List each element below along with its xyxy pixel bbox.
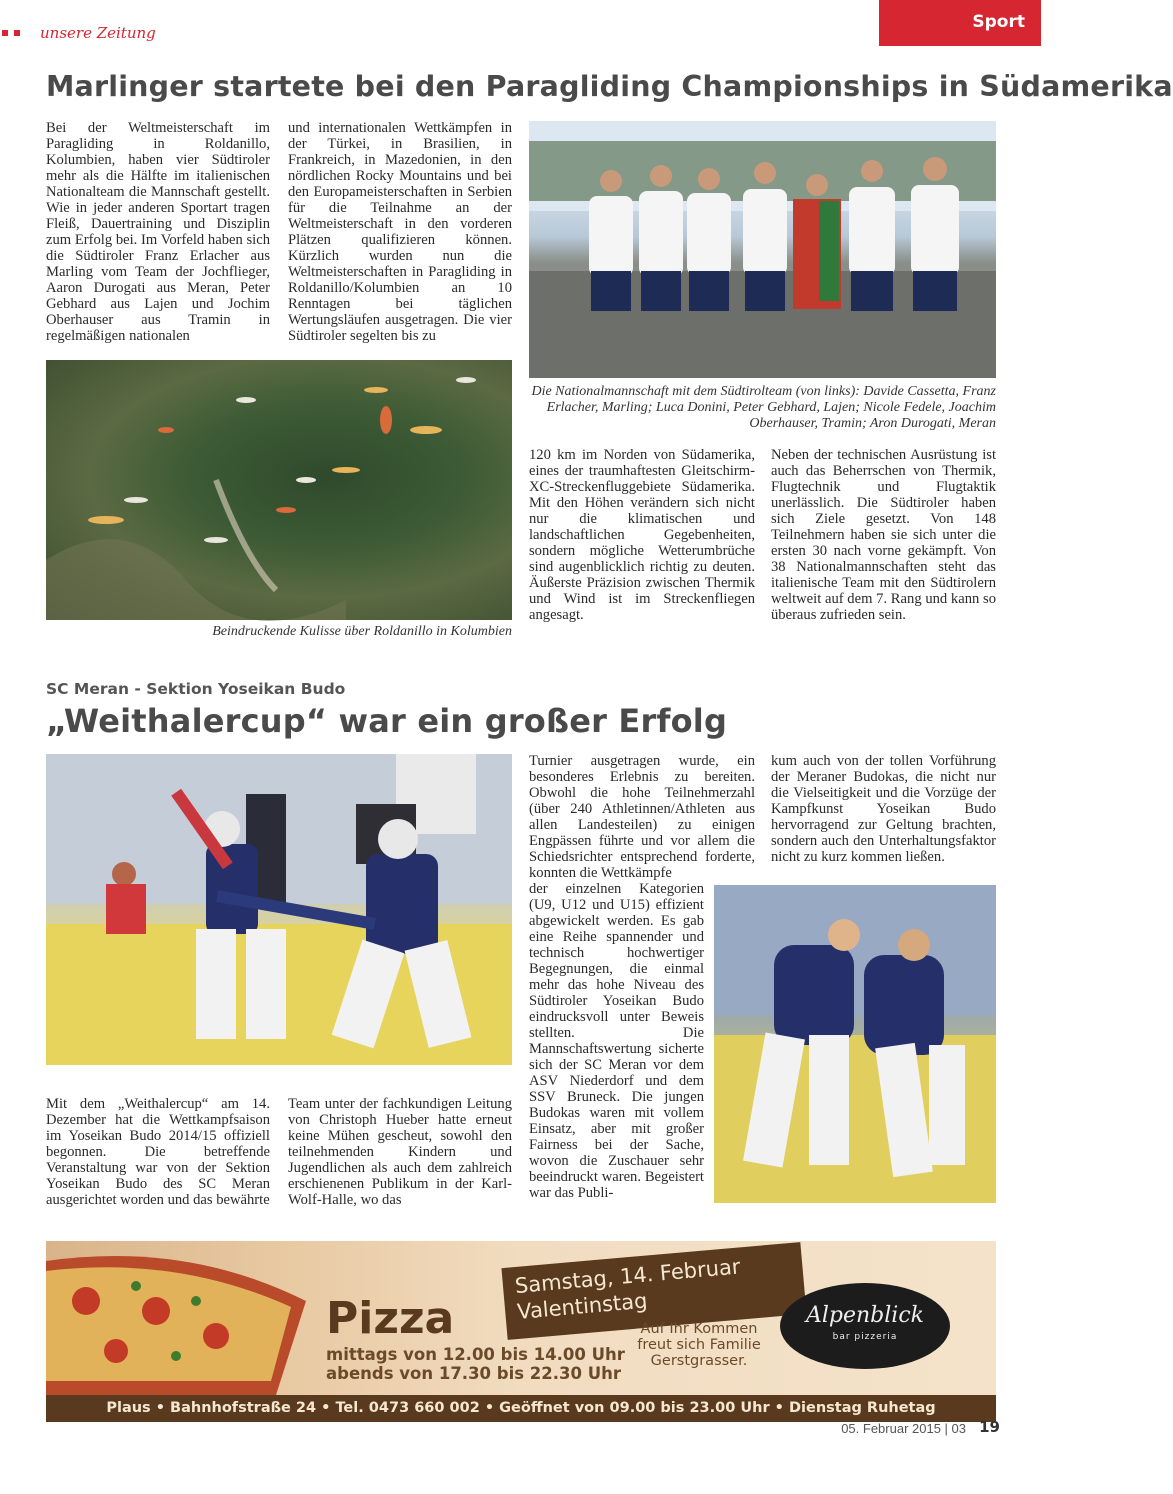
ad-hours-lunch: mittags von 12.00 bis 14.00 Uhr <box>326 1345 625 1364</box>
issue-date: 05. Februar 2015 | 03 <box>841 1421 966 1436</box>
ad-brand-name: Alpenblick <box>805 1303 924 1328</box>
ad-brand-sub: bar pizzeria <box>832 1332 898 1342</box>
ad-banner-line1: Samstag, 14. Februar <box>513 1254 742 1299</box>
aerial-photo-illustration <box>46 360 512 620</box>
ad-welcome-text: Auf Ihr Kommen freut sich Familie Gerstgrasser. <box>637 1321 761 1369</box>
article2-col3b: der einzelnen Kategorien (U9, U12 und U15) effizient abgewickelt werden. Es gab eine Reihe spannender und technisch hochwertiger Begegnungen, die einmal mehr das hohe Niveau des Südtiroler Yoseikan Budo eindrucksvoll unter Beweis stellten. Die Mannschaftswertung sicherte sich der SC Meran vor dem ASV Niederdorf und dem SSV Bruneck. Die jungen Budokas waren mit vollem Einsatz, aber mit großer Fairness bei der Sache, wovon die Zuschauer sehr beeindruckt waren. Begeistert war das Publi- <box>529 881 704 1201</box>
article2-col4: kum auch von der tollen Vorführung der Meraner Budokas, die nicht nur die Vielseitigkeit und die Vorzüge der Kampfkunst Yoseikan Budo hervorragend zur Geltung brachten, sondern auch den Unterhaltungsfaktor nicht zu kurz kommen ließen. <box>771 753 996 865</box>
article2-kicker: SC Meran - Sektion Yoseikan Budo <box>46 680 346 698</box>
aerial-photo-caption: Beindruckende Kulisse über Roldanillo in Kolumbien <box>212 624 512 639</box>
section-tab-label: Sport <box>972 12 1025 32</box>
article1-col1: Bei der Weltmeisterschaft im Paragliding in Roldanillo, Kolumbien, haben vier Südtiroler mehr als die Hälfte im italienischen Nationalteam die Mannschaft gestellt. Wie in jeder anderen Sportart tragen Fleiß, Dauertraining und Disziplin zum Erfolg bei. Im Vorfeld haben sich die Südtiroler Franz Erlacher aus Marling vom Team der Jochflieger, Aaron Durogati aus Meran, Peter Gebhard aus Lajen und Jochim Oberhauser aus Tramin in regelmäßigen nationalen <box>46 120 270 344</box>
ad-address-line: Plaus • Bahnhofstraße 24 • Tel. 0473 660 002 • Geöffnet von 09.00 bis 23.00 Uhr • Dienstag Ruhetag <box>106 1400 936 1416</box>
article2-col3a: Turnier ausgetragen wurde, ein besonderes Erlebnis zu bereiten. Obwohl die hohe Teilnehmerzahl (über 240 Athletinnen/Athleten aus allen Landesteilen) zu einigen Engpässen führte und vor allem die Schiedsrichter entsprechend forderte, konnten die Wettkämpfe <box>529 753 755 881</box>
budo-photo-2-illustration <box>714 885 996 1203</box>
magazine-logo: unsere Zeitung <box>40 24 156 42</box>
budo-photo-1 <box>46 754 512 1065</box>
team-photo-caption: Die Nationalmannschaft mit dem Südtirolteam (von links): Davide Cassetta, Franz Erlacher, Marling; Luca Donini, Peter Gebhard, Lajen; Nicole Fedele, Joachim Oberhauser, Tramin; Aron Durogati, Meran <box>531 384 996 431</box>
article1-col3: 120 km im Norden von Südamerika, eines der traumhaftesten Gleitschirm-XC-Streckenfluggebiete Südamerika. Mit den Höhen verändern sich nicht nur die klimatischen und landschaftlichen Gegebenheiten, sondern mögliche Wetterumbrüche sind augenblicklich richtig zu deuten. Äußerste Präzision zwischen Thermik und Wind ist im Streckenfliegen angesagt. <box>529 447 755 623</box>
team-photo <box>529 121 996 378</box>
team-photo-illustration <box>529 121 996 378</box>
header-dots <box>2 30 24 36</box>
pizza-image <box>46 1241 316 1395</box>
ad-footer-bar <box>46 1395 996 1422</box>
article1-col2: und internationalen Wettkämpfen in der Türkei, in Brasilien, in Frankreich, in Mazedonien, in den nördlichen Rocky Mountains und bei den Europameisterschaften in Serbien für die Teilnahme an der Weltmeisterschaft in den vorderen Plätzen qualifizieren können. Kürzlich wurden nun die Weltmeisterschaften in Paragliding in Roldanillo/Kolumbien an 10 Renntagen bei täglichen Wertungsläufen ausgetragen. Die vier Südtiroler segelten bis zu <box>288 120 512 344</box>
section-tab <box>879 0 1041 46</box>
pizza-ad <box>46 1241 996 1395</box>
ad-banner-line2: Valentinstag <box>516 1288 649 1324</box>
ad-pizza-heading: Pizza <box>326 1293 455 1344</box>
article2-headline: „Weithalercup“ war ein großer Erfolg <box>46 702 728 740</box>
budo-photo-1-illustration <box>46 754 512 1065</box>
article1-col4: Neben der technischen Ausrüstung ist auch das Beherrschen von Thermik, Flugtechnik und Flugtaktik unerlässlich. Die Südtiroler haben sich Ziele gesetzt. Von 148 Teilnehmern haben sie sich unter die ersten 30 nach vorne gekämpft. Von 38 Nationalmannschaften steht das italienische Team mit den Südtirolern weltweit auf dem 7. Rang und kann so überaus zufrieden sein. <box>771 447 996 623</box>
article2-col1: Mit dem „Weithalercup“ am 14. Dezember hat die Wettkampfsaison im Yoseikan Budo 2014/15 offiziell begonnen. Die betreffende Veranstaltung war von der Sektion Yoseikan Budo des SC Meran ausgerichtet worden und das bewährte <box>46 1096 270 1208</box>
ad-hours-dinner: abends von 17.30 bis 22.30 Uhr <box>326 1364 622 1383</box>
ad-brand-logo <box>780 1283 950 1369</box>
article2-col2: Team unter der fachkundigen Leitung von Christoph Hueber hatte erneut keine Mühen gescheut, sowohl den teilnehmenden Kindern und Jugendlichen als auch dem zahlreich erschienenen Publikum in der Karl-Wolf-Halle, wo das <box>288 1096 512 1208</box>
aerial-photo <box>46 360 512 620</box>
budo-photo-2 <box>714 885 996 1203</box>
page-number: 19 <box>979 1418 1000 1436</box>
article1-headline: Marlinger startete bei den Paragliding Championships in Südamerika <box>46 70 1173 103</box>
